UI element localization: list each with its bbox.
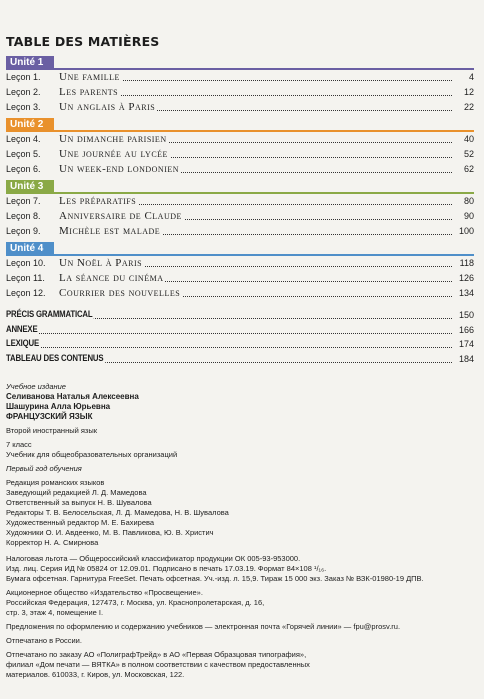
- annex-label: LEXIQUE: [6, 337, 41, 352]
- toc-title: TABLE DES MATIÈRES: [6, 34, 160, 49]
- lesson-page: 12: [462, 85, 474, 100]
- lesson-title: Un anglais à Paris: [59, 101, 156, 113]
- credit-line: Художественный редактор М. Е. Бахирева: [6, 518, 155, 527]
- lesson-number: Leçon 1.: [6, 72, 41, 82]
- annex-page: 166: [457, 323, 474, 338]
- lesson-number: Leçon 11.: [6, 273, 45, 283]
- purpose: Учебник для общеобразовательных организаций: [6, 450, 178, 459]
- unit-label: Unité 1: [6, 56, 54, 70]
- author: Селиванова Наталья Алексеевна: [6, 392, 139, 401]
- lesson-page: 22: [462, 100, 474, 115]
- printing-line: Отпечатано по заказу АО «ПолиграфТрейд» в АО «Первая Образцовая типография»,: [6, 650, 307, 659]
- lesson-title: Anniversaire de Claude: [59, 210, 182, 222]
- annex-page: 150: [457, 308, 474, 323]
- lesson-number: Leçon 9.: [6, 226, 41, 236]
- credit-line: Заведующий редакцией Л. Д. Мамедова: [6, 488, 147, 497]
- credit-line: Корректор Н. А. Смирнова: [6, 538, 99, 547]
- unit-1: [6, 56, 474, 115]
- lesson-number: Leçon 7.: [6, 196, 41, 206]
- credit-line: Редакция романских языков: [6, 478, 105, 487]
- lesson-title: Un week-end londonien: [59, 163, 180, 175]
- printed-in: Отпечатано в России.: [6, 636, 82, 645]
- edition-type: Учебное издание: [6, 382, 66, 391]
- annex-label: PRÉCIS GRAMMATICAL: [6, 308, 94, 323]
- unit-label: Unité 4: [6, 242, 54, 256]
- year-of-study: Первый год обучения: [6, 464, 82, 473]
- unit-4: [6, 242, 474, 301]
- credit-line: Ответственный за выпуск Н. В. Шувалова: [6, 498, 152, 507]
- annex-list: [6, 308, 474, 366]
- lesson-title: Un dimanche parisien: [59, 133, 167, 145]
- lesson-row[interactable]: [6, 256, 474, 271]
- unit-label: Unité 3: [6, 180, 54, 194]
- unit-header: [6, 56, 474, 70]
- lesson-row[interactable]: [6, 147, 474, 162]
- lesson-row[interactable]: [6, 100, 474, 115]
- lesson-number: Leçon 10.: [6, 258, 46, 268]
- lesson-row[interactable]: [6, 85, 474, 100]
- credit-line: Художники О. И. Авдеенко, М. В. Павликова, Ю. В. Христич: [6, 528, 214, 537]
- lesson-title: Une famille: [59, 71, 120, 83]
- lesson-number: Leçon 4.: [6, 134, 41, 144]
- publishing-line: Налоговая льгота — Общероссийский классификатор продукции ОК 005-93-953000.: [6, 554, 301, 563]
- lesson-row[interactable]: [6, 132, 474, 147]
- printing-line: материалов. 610033, г. Киров, ул. Московская, 122.: [6, 670, 185, 679]
- imprint: [6, 382, 478, 680]
- lesson-row[interactable]: [6, 162, 474, 177]
- publisher-line: Российская Федерация, 127473, г. Москва, ул. Краснопролетарская, д. 16,: [6, 598, 265, 607]
- annex-row[interactable]: [6, 352, 474, 367]
- unit-header: [6, 180, 474, 194]
- book-title: ФРАНЦУЗСКИЙ ЯЗЫК: [6, 412, 93, 421]
- lesson-title: La séance du cinéma: [59, 272, 164, 284]
- publisher-line: Акционерное общество «Издательство «Просвещение».: [6, 588, 203, 597]
- annex-row[interactable]: [6, 337, 474, 352]
- lesson-title: Les préparatifs: [59, 195, 137, 207]
- lesson-number: Leçon 2.: [6, 87, 41, 97]
- annex-page: 184: [457, 352, 474, 367]
- lesson-title: Les parents: [59, 86, 119, 98]
- credit-line: Редакторы Т. В. Белосельская, Л. Д. Мамедова, Н. В. Шувалова: [6, 508, 229, 517]
- publishing-line: Изд. лиц. Серия ИД № 05824 от 12.09.01. Подписано в печать 17.03.19. Формат 84×108 ¹/₁₆.: [6, 564, 327, 573]
- annex-row[interactable]: [6, 308, 474, 323]
- lesson-row[interactable]: [6, 70, 474, 85]
- lesson-page: 80: [462, 194, 474, 209]
- printing-line: филиал «Дом печати — ВЯТКА» в полном соответствии с качеством предоставленных: [6, 660, 310, 669]
- lesson-title: Courrier des nouvelles: [59, 287, 181, 299]
- lesson-page: 62: [462, 162, 474, 177]
- unit-3: [6, 180, 474, 239]
- lesson-row[interactable]: [6, 194, 474, 209]
- lesson-page: 134: [457, 286, 474, 301]
- lesson-title: Une journée au lycée: [59, 148, 168, 160]
- lesson-page: 52: [462, 147, 474, 162]
- unit-header: [6, 242, 474, 256]
- publishing-line: Бумага офсетная. Гарнитура FreeSet. Печать офсетная. Уч.-изд. л. 15,9. Тираж 15 000 экз. Заказ № ВЗК-01980-19 ДПВ.: [6, 574, 424, 583]
- publisher-line: стр. 3, этаж 4, помещение I.: [6, 608, 104, 617]
- lesson-title: Un Noël à Paris: [59, 257, 143, 269]
- lesson-page: 90: [462, 209, 474, 224]
- book-subtitle: Второй иностранный язык: [6, 426, 98, 435]
- lesson-page: 100: [457, 224, 474, 239]
- unit-header: [6, 118, 474, 132]
- annex-page: 174: [457, 337, 474, 352]
- lesson-row[interactable]: [6, 224, 474, 239]
- annex-label: ANNEXE: [6, 323, 39, 338]
- leader-dots: [26, 333, 452, 334]
- lesson-row[interactable]: [6, 209, 474, 224]
- feedback-line: Предложения по оформлению и содержанию учебников — электронная почта «Горячей линии» — fpu@prosv.ru.: [6, 622, 401, 631]
- lesson-number: Leçon 8.: [6, 211, 41, 221]
- lesson-page: 118: [458, 256, 474, 271]
- lesson-page: 126: [457, 271, 474, 286]
- leader-dots: [26, 347, 452, 348]
- lesson-page: 4: [467, 70, 474, 85]
- unit-2: [6, 118, 474, 177]
- unit-label: Unité 2: [6, 118, 54, 132]
- lesson-number: Leçon 6.: [6, 164, 41, 174]
- annex-label: TABLEAU DES CONTENUS: [6, 352, 105, 367]
- grade: 7 класс: [6, 440, 32, 449]
- lesson-page: 40: [462, 132, 474, 147]
- annex-row[interactable]: [6, 323, 474, 338]
- lesson-number: Leçon 5.: [6, 149, 41, 159]
- lesson-row[interactable]: [6, 286, 474, 301]
- lesson-row[interactable]: [6, 271, 474, 286]
- lesson-number: Leçon 12.: [6, 288, 46, 298]
- author: Шашурина Алла Юрьевна: [6, 402, 111, 411]
- lesson-title: Michèle est malade: [59, 225, 161, 237]
- lesson-number: Leçon 3.: [6, 102, 41, 112]
